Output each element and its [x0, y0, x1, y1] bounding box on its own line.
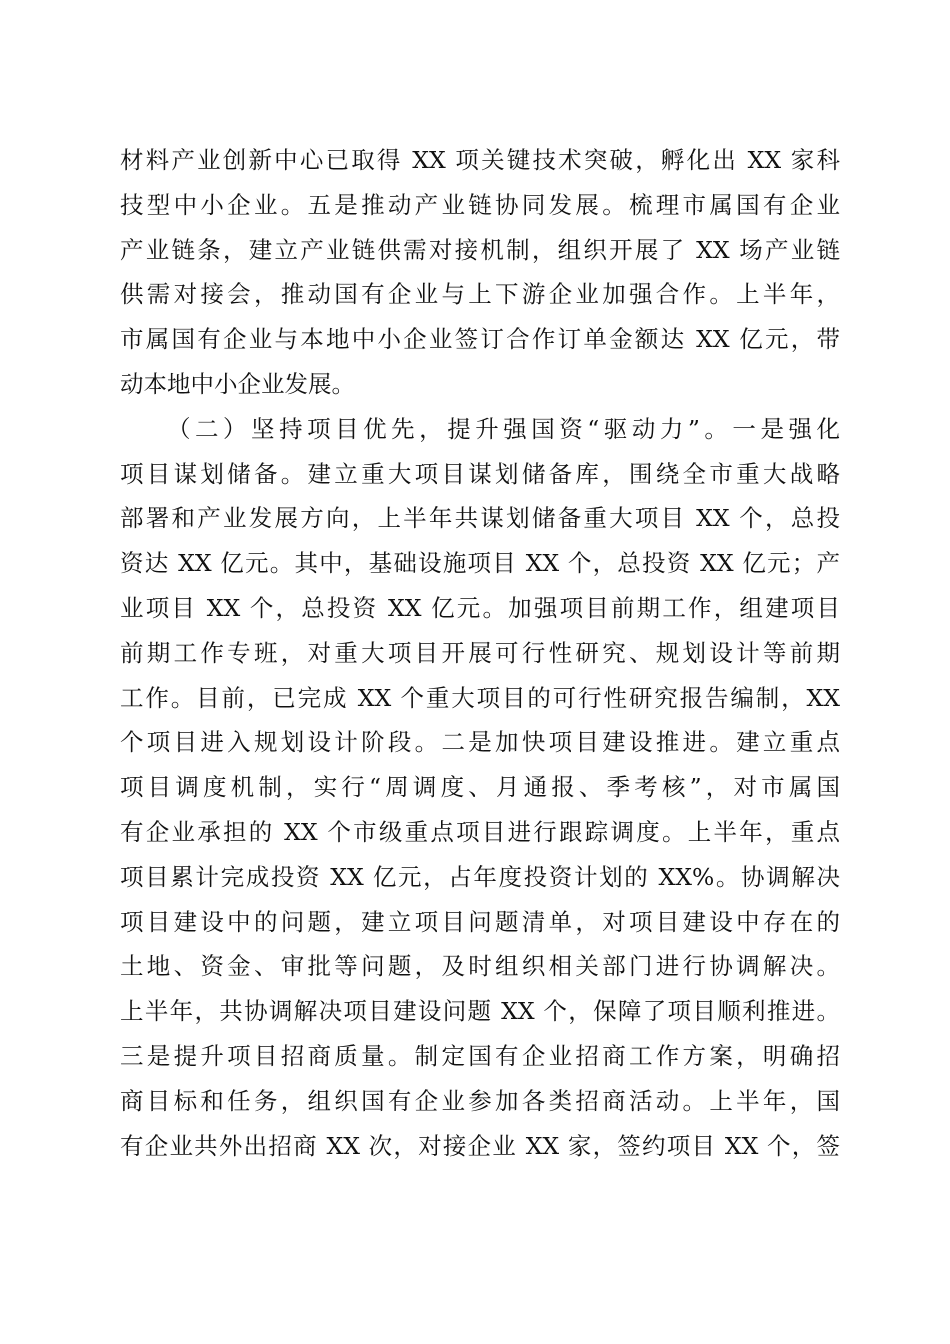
text-line: 资达 XX 亿元。其中，基础设施项目 XX 个，总投资 XX 亿元；产: [120, 549, 840, 578]
text-line: 产业链条，建立产业链供需对接机制，组织开展了 XX 场产业链: [120, 235, 840, 264]
text-line: 市属国有企业与本地中小企业签订合作订单金额达 XX 亿元，带: [120, 325, 840, 354]
text-line: 项目调度机制，实行“周调度、月通报、季考核”，对市属国: [120, 773, 840, 802]
text-line: 三是提升项目招商质量。制定国有企业招商工作方案，明确招: [120, 1041, 840, 1070]
text-line: 部署和产业发展方向，上半年共谋划储备重大项目 XX 个，总投: [120, 504, 840, 533]
text-line: 上半年，共协调解决项目建设问题 XX 个，保障了项目顺利推进。: [120, 997, 840, 1026]
section-heading-line: （二）坚持项目优先，提升强国资“驱动力”。一是强化: [167, 414, 840, 443]
text-line: 商目标和任务，组织国有企业参加各类招商活动。上半年，国: [120, 1086, 840, 1115]
text-line: 个项目进入规划设计阶段。二是加快项目建设推进。建立重点: [120, 728, 840, 757]
text-line: 项目累计完成投资 XX 亿元，占年度投资计划的 XX%。协调解决: [120, 862, 840, 891]
text-line: 动本地中小企业发展。: [120, 369, 355, 398]
text-line: 有企业共外出招商 XX 次，对接企业 XX 家，签约项目 XX 个，签: [120, 1131, 840, 1160]
text-line: 工作。目前，已完成 XX 个重大项目的可行性研究报告编制，XX: [120, 683, 840, 712]
document-body: [120, 138, 840, 1168]
text-line: 业项目 XX 个，总投资 XX 亿元。加强项目前期工作，组建项目: [120, 593, 840, 622]
text-line: 项目谋划储备。建立重大项目谋划储备库，围绕全市重大战略: [120, 459, 840, 488]
text-line: 技型中小企业。五是推动产业链协同发展。梳理市属国有企业: [120, 190, 840, 219]
text-line: 供需对接会，推动国有企业与上下游企业加强合作。上半年，: [120, 280, 840, 309]
text-line: 土地、资金、审批等问题，及时组织相关部门进行协调解决。: [120, 952, 840, 981]
text-line: 前期工作专班，对重大项目开展可行性研究、规划设计等前期: [120, 638, 840, 667]
text-line: 项目建设中的问题，建立项目问题清单，对项目建设中存在的: [120, 907, 840, 936]
text-line: 材料产业创新中心已取得 XX 项关键技术突破，孵化出 XX 家科: [120, 146, 840, 174]
text-line: 有企业承担的 XX 个市级重点项目进行跟踪调度。上半年，重点: [120, 817, 840, 846]
